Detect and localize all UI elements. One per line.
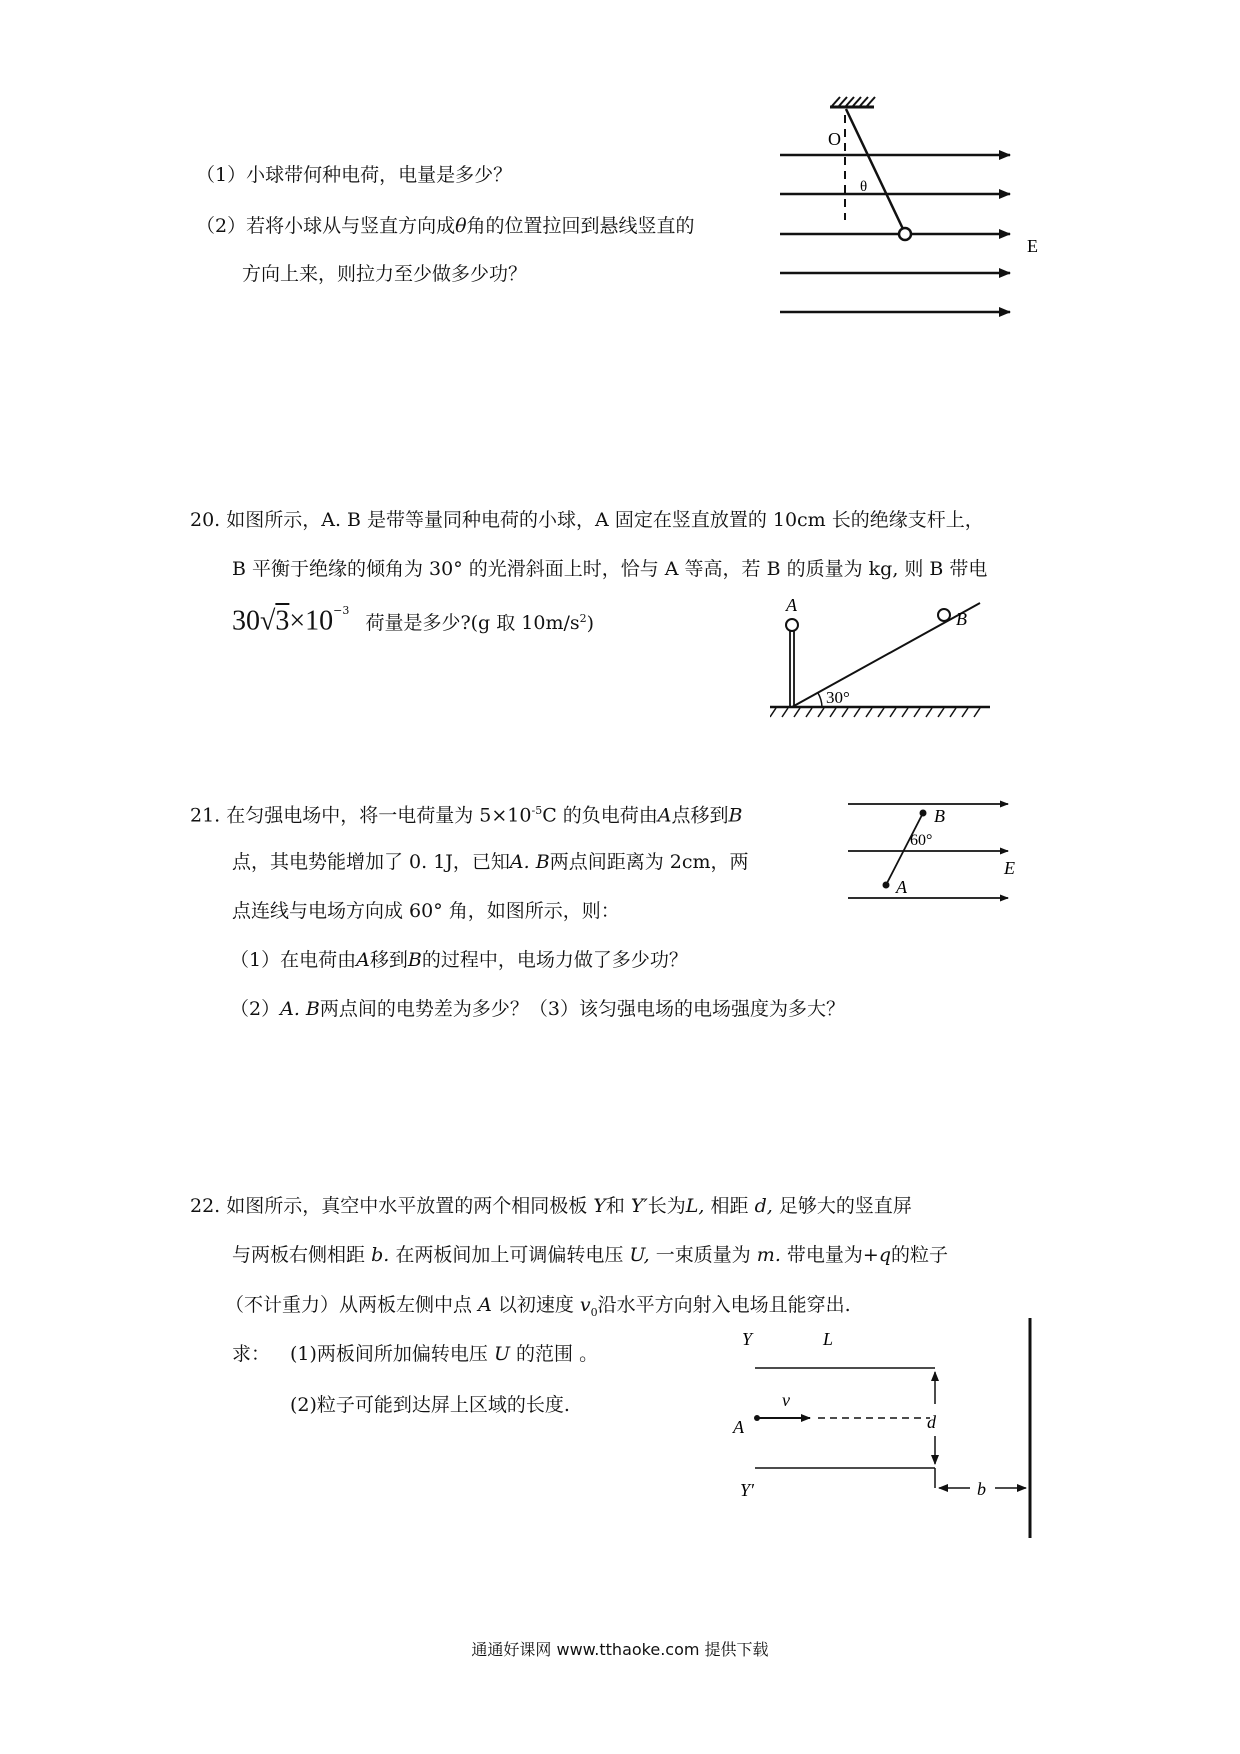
- q20-line3-text: 荷量是多少?(g 取 10m/s: [365, 612, 580, 635]
- q21-line2-a: 点，其电势能增加了 0. 1J，已知: [232, 851, 510, 873]
- sqrt-radicand: 3: [275, 605, 290, 637]
- q22-deflection-figure: [730, 1318, 1050, 1538]
- q22-line1-a: 22. 如图所示，真空中水平放置的两个相同极板: [190, 1195, 588, 1217]
- q21-line2: [232, 850, 749, 874]
- q22-line1-e: 足够大的竖直屏: [778, 1195, 912, 1217]
- mass-exponent: −3: [333, 604, 350, 617]
- q22-line1: [190, 1194, 912, 1218]
- q22-line2: [232, 1243, 948, 1267]
- angle-arc: [818, 693, 822, 707]
- label-A: A: [733, 1417, 744, 1437]
- q22-line3-b: 以初速度: [497, 1294, 574, 1316]
- q19-part1: （1）小球带何种电荷，电量是多少？: [196, 164, 513, 186]
- q19-part2-continued: 方向上来，则拉力至少做多少功？: [242, 263, 528, 285]
- q21-line3: 点连线与电场方向成 60° 角，如图所示，则：: [232, 900, 620, 922]
- q21-part1-A: A: [356, 949, 370, 971]
- electric-field-lines: [780, 155, 1010, 312]
- charged-ball: [899, 228, 911, 240]
- q21-line1-c: 点移到: [671, 804, 729, 827]
- q21-part1-B: B: [407, 949, 422, 971]
- q19-theta: θ: [455, 215, 467, 237]
- q21-line2-B: B: [535, 851, 550, 873]
- q22-line2-m: m.: [756, 1244, 781, 1266]
- q21-part1-a: （1）在电荷由: [230, 949, 357, 971]
- label-B: B: [934, 806, 945, 826]
- q21-line1-a: 21. 在匀强电场中，将一电荷量为 5×10: [190, 804, 532, 827]
- label-d: d: [927, 1412, 936, 1432]
- q21-line1: [190, 799, 743, 827]
- q21-line1-A: A: [657, 804, 672, 827]
- q21-line1-B: B: [728, 804, 743, 827]
- q22-line1-Y: Y: [593, 1195, 606, 1217]
- q22-part1: [290, 1342, 598, 1366]
- q22-line1-d: 相距: [710, 1195, 749, 1217]
- q21-field-figure: [848, 790, 1028, 910]
- q21-part2: [230, 997, 845, 1021]
- q19-part2-text-a: （2）若将小球从与竖直方向成: [196, 215, 456, 237]
- q22-part1-a: (1)两板间所加偏转电压: [290, 1343, 488, 1365]
- label-A: A: [896, 877, 907, 897]
- q22-part1-b: 的范围 。: [516, 1343, 599, 1365]
- insulating-rod: [790, 631, 794, 707]
- q22-line1-Yp: Y′: [630, 1195, 648, 1217]
- page-footer: 通通好课网 www.tthaoke.com 提供下载: [471, 1640, 769, 1659]
- q22-line3-v: v: [579, 1294, 591, 1316]
- q21-part2-B: B: [305, 998, 320, 1020]
- label-Y: Y: [742, 1329, 753, 1349]
- q21-line1-b: C 的负电荷由: [542, 804, 658, 827]
- inclined-plane: [792, 603, 980, 707]
- q22-line1-dd: d,: [754, 1195, 773, 1217]
- sqrt-symbol: √3: [260, 605, 290, 637]
- ball-A: [786, 619, 798, 631]
- q22-line3-v0: 0: [590, 1305, 598, 1319]
- label-E: E: [1027, 236, 1038, 256]
- q21-part2-a: （2）: [230, 998, 281, 1020]
- q20-line1: 20. 如图所示，A. B 是带等量同种电荷的小球，A 固定在竖直放置的 10cm 长的绝缘支杆上，: [190, 509, 984, 531]
- q21-part2-A: A.: [280, 998, 300, 1020]
- label-v: v: [782, 1390, 790, 1410]
- q22-line2-b: b.: [371, 1244, 390, 1266]
- q22-part2: (2)粒子可能到达屏上区域的长度.: [290, 1394, 570, 1416]
- q22-line1-b: 和: [605, 1195, 625, 1217]
- q21-part1-c: 的过程中，电场力做了多少功？: [421, 949, 688, 971]
- q21-line1-exp: -5: [531, 804, 543, 817]
- q21-part1-b: 移到: [369, 949, 408, 971]
- q20-line3-exp: 2: [579, 612, 587, 625]
- q22-line2-q: q: [878, 1244, 891, 1266]
- q21-part2-b: 两点间的电势差为多少？（3）该匀强电场的电场强度为多大？: [319, 998, 845, 1020]
- ground-hatch: [770, 707, 990, 717]
- q22-ask: 求：: [232, 1343, 271, 1365]
- q20-line3-end: ): [586, 612, 595, 635]
- pendulum-string: [846, 109, 903, 229]
- q22-line1-L: L,: [685, 1195, 705, 1217]
- q20-line2: B 平衡于绝缘的倾角为 30° 的光滑斜面上时，恰与 A 等高，若 B 的质量为 kg, 则 B 带电: [232, 558, 988, 580]
- label-theta: θ: [860, 179, 868, 195]
- point-B: [920, 810, 927, 817]
- q20-incline-figure: [770, 595, 1000, 725]
- label-A: A: [786, 595, 797, 615]
- label-O: O: [828, 129, 841, 149]
- q22-line2-c: 在两板间加上可调偏转电压: [395, 1244, 624, 1266]
- q22-line2-d: 一束质量为: [655, 1244, 751, 1266]
- field-lines: [848, 804, 1008, 898]
- q22-line3-c: 沿水平方向射入电场且能穿出.: [597, 1294, 851, 1316]
- q19-pendulum-figure: [780, 95, 1060, 325]
- q22-line3-A: A: [478, 1294, 492, 1316]
- label-B: B: [956, 609, 967, 629]
- q19-part2: [196, 214, 695, 238]
- q22-line2-f: 的粒子: [891, 1244, 949, 1266]
- q22-line1-c: 长为: [647, 1195, 686, 1217]
- q22-line3-a: （不计重力）从两板左侧中点: [225, 1294, 473, 1316]
- q19-part2-text-b: 角的位置拉回到悬线竖直的: [466, 215, 695, 237]
- ball-B: [938, 609, 950, 621]
- q21-line2-b: 两点间距离为 2cm，两: [549, 851, 749, 873]
- q22-line2-a: 与两板右侧相距: [232, 1244, 366, 1266]
- q20-line3: [232, 601, 594, 637]
- q22-line2-U: U,: [629, 1244, 650, 1266]
- q22-line2-e: 带电量为+: [786, 1244, 879, 1266]
- q21-part1: [230, 948, 688, 972]
- segment-AB: [886, 813, 923, 885]
- label-b: b: [977, 1479, 986, 1499]
- label-Y-prime: Y′: [740, 1480, 754, 1500]
- label-E: E: [1004, 858, 1015, 878]
- label-L: L: [823, 1329, 834, 1349]
- mass-times-ten: ×10: [289, 605, 334, 637]
- q22-part1-U: U: [493, 1343, 510, 1365]
- ceiling-hatch: [830, 97, 875, 107]
- label-60-degrees: 60°: [910, 832, 933, 849]
- label-30-degrees: 30°: [826, 688, 850, 707]
- mass-coefficient: 30: [232, 605, 260, 637]
- q21-line2-A: A.: [509, 851, 530, 873]
- point-A: [883, 882, 890, 889]
